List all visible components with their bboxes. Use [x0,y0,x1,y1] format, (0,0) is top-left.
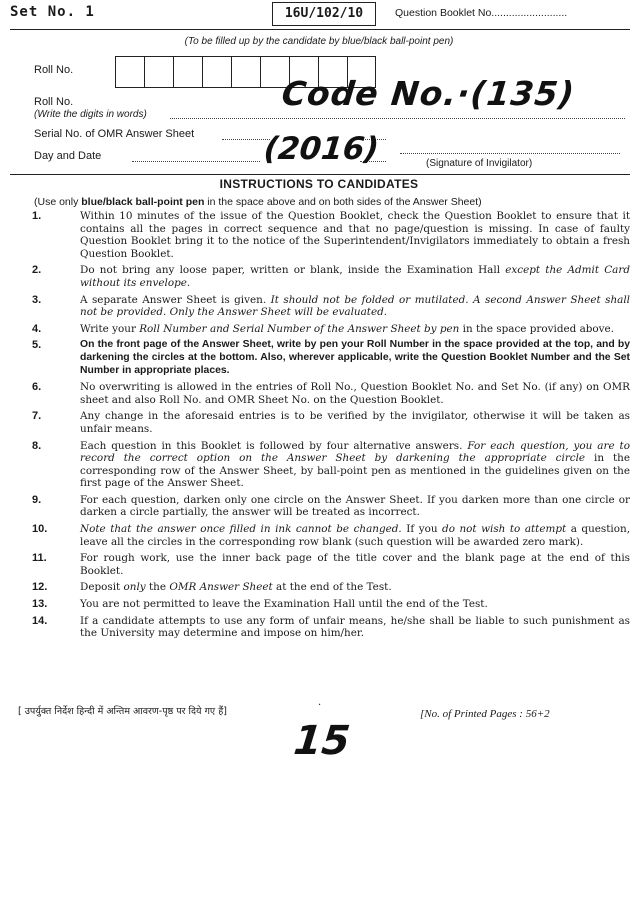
item-text-italic: It should not be folded or mutilated. A second Answer Sheet shall not be provided. Only the Answer Sheet will be evaluated. [80,293,630,319]
header [10,2,630,30]
signature-line[interactable] [400,153,620,154]
instruction-item [30,523,630,548]
item-text-end: in the space provided above. [459,322,614,335]
item-text-italic: Roll Number and Serial Number of the Answer Sheet by pen [139,322,460,335]
instructions-intro [34,196,630,208]
item-number: 3. [32,293,42,306]
serial-omr-label: Serial No. of OMR Answer Sheet [34,128,195,140]
signature-of-invigilator: (Signature of Invigilator) [426,158,533,169]
instruction-item [30,339,630,377]
item-text-italic: except the Admit Card without its envelope. [80,264,630,289]
item-number: 5. [32,339,42,352]
roll-no-words-hint: (Write the digits in words) [34,109,147,120]
roll-no-words-line[interactable] [170,118,625,119]
item-number: 1. [32,210,42,222]
item-number: 7. [32,410,42,423]
instruction-item [30,552,630,577]
item-number: 13. [32,598,48,611]
item-text: Each question in this Booklet is followed by four alternative answers. [80,439,468,452]
item-number: 4. [32,322,42,335]
item-text-end: at the end of the Test. [272,581,392,594]
item-text: Deposit [80,581,124,594]
item-number: 11. [32,552,47,565]
item-text: For rough work, use the inner back page of the title cover and the blank page at the end of this Booklet. [80,552,630,577]
item-text: A separate Answer Sheet is given. [80,293,271,306]
instructions-list [30,210,630,644]
section-divider [10,174,630,175]
header-divider [10,29,630,30]
instruction-item [30,410,630,435]
item-text: If a candidate attempts to use any form of unfair means, he/she shall be liable to such punishment as the University may determine and impose on him/her. [80,614,630,640]
roll-no-digit-box[interactable] [144,56,173,88]
serial-omr-line[interactable] [222,139,270,140]
item-number: 6. [32,381,42,394]
item-text-italic: only [123,581,146,594]
instruction-item [30,440,630,490]
item-text: Any change in the aforesaid entries is to be verified by the invigilator, otherwise it will be taken as unfair means. [80,410,630,435]
instruction-item [30,210,630,260]
instruction-item [30,598,630,611]
instruction-item [30,264,630,289]
item-number: 10. [32,523,48,536]
instruction-item [30,381,630,406]
day-date-label: Day and Date [34,150,102,162]
roll-no-words-label: Roll No. [34,96,74,108]
booklet-code: 16U/102/10 [272,2,376,26]
item-text: No overwriting is allowed in the entries of Roll No., Question Booklet No. and Set No. (if any) on OMR sheet and also Roll No. and OMR Sheet No. on the Question Booklet. [80,381,630,406]
intro-text: (Use only [34,196,82,208]
fill-note: (To be filled up by the candidate by blue/black ball-point pen) [184,36,454,47]
item-text: For each question, darken only one circle on the Answer Sheet. If you darken more than one circle or darken a circle partially, the answer will be treated as incorrect. [80,493,630,519]
instruction-item [30,494,630,519]
item-text: Within 10 minutes of the issue of the Question Booklet, check the Question Booklet to ensure that it contains all the pages in correct sequence and that no page/question is missing. In case of faulty Question Booklet bring it to the notice of the Superintendent/Invigilators immediately to obtain a fresh Question Booklet. [80,210,630,260]
item-text: On the front page of the Answer Sheet, write by pen your Roll Number in the space provided at the top, and by darkening the circles at the bottom. Also, wherever applicable, write the Question Booklet Number and the Set Number in appropriate places. [80,339,630,376]
handwritten-code-no: Code No.·(135) [279,74,577,113]
item-text-end: in the corresponding row of the Answer Sheet, by ball-point pen as mentioned in the guidelines given on the first page of the Answer Sheet. [80,452,630,490]
intro-text-end: in the space above and on both sides of the Answer Sheet) [204,196,482,208]
item-text: Do not bring any loose paper, written or blank, inside the Examination Hall [80,264,506,277]
printed-pages: [No. of Printed Pages : 56+2 [420,708,550,720]
set-number: Set No. 1 [10,4,95,20]
item-text-italic-2: OMR Answer Sheet [169,581,273,594]
instruction-item [30,294,630,319]
item-text-italic-2: do not wish to attempt [442,523,567,536]
item-text: You are not permitted to leave the Examination Hall until the end of the Test. [80,598,488,611]
item-number: 2. [32,264,42,277]
instructions-title: INSTRUCTIONS TO CANDIDATES [219,177,419,191]
roll-no-digit-box[interactable] [202,56,231,88]
item-number: 8. [32,439,42,452]
intro-bold: blue/black ball-point pen [81,196,205,208]
item-text-end: a question, leave all the circles in the corresponding row blank (such question will be awarded zero mark). [80,523,631,548]
day-date-line[interactable] [132,161,260,162]
item-text-italic: Note that the answer once filled in ink cannot be changed. [80,523,402,536]
question-booklet-no: Question Booklet No.......................... [395,7,568,19]
handwritten-page-number: 15 [291,718,353,764]
handwritten-year: (2016) [262,131,381,167]
item-number: 12. [32,581,48,594]
roll-no-digit-box[interactable] [231,56,260,88]
instruction-item [30,615,630,640]
item-text-mid: the [145,581,170,594]
instruction-item [30,581,630,594]
item-text: Write your [80,322,140,335]
roll-no-digit-box[interactable] [173,56,202,88]
instruction-item [30,323,630,336]
item-text: If you [401,523,443,536]
item-number: 14. [32,614,48,627]
roll-no-label: Roll No. [34,64,74,76]
dot-mark: · [318,700,322,711]
item-text-italic: For each question, you are to record the correct option on the Answer Sheet by darkening the appropriate circle [80,439,630,465]
hindi-note: [ उपर्युक्त निर्देश हिन्दी में अन्तिम आवरण-पृष्ठ पर दिये गए हैं] [18,706,227,717]
roll-no-digit-box[interactable] [115,56,144,88]
item-number: 9. [32,493,42,506]
